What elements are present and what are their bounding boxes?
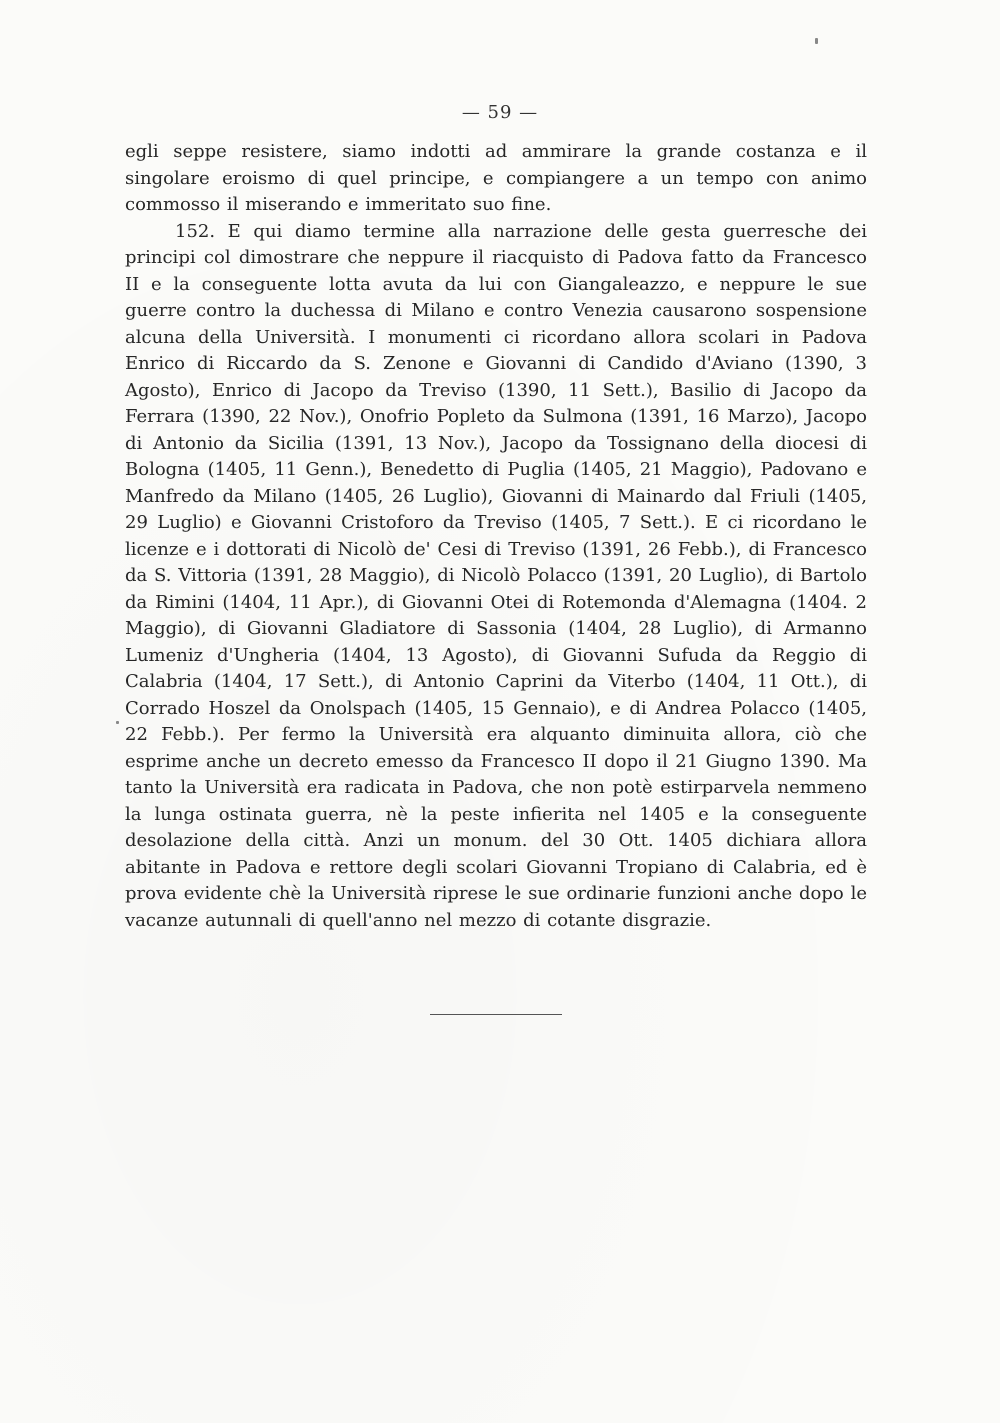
ink-mark xyxy=(116,721,119,724)
section-divider xyxy=(430,1014,562,1015)
paragraph-152: 152. E qui diamo termine alla narrazione delle gesta guerresche dei principi col dimostrare che neppure il riacquisto di Padova fatto da Francesco II e la conseguente lotta avuta da lui con Giangaleazzo, e neppure le sue guerre contro la duchessa di Milano e contro Venezia causarono sospensione alcuna della Università. I monumenti ci ricordano allora scolari in Padova Enrico di Riccardo da S. Zenone e Giovanni di Candido d'Aviano (1390, 3 Agosto), Enrico di Jacopo da Treviso (1390, 11 Sett.), Basilio di Jacopo da Ferrara (1390, 22 Nov.), Onofrio Popleto da Sulmona (1391, 16 Marzo), Jacopo di Antonio da Sicilia (1391, 13 Nov.), Jacopo da Tossignano della diocesi di Bologna (1405, 11 Genn.), Benedetto di Puglia (1405, 21 Maggio), Padovano e Manfredo da Milano (1405, 26 Luglio), Giovanni di Mainardo dal Friuli (1405, 29 Luglio) e Giovanni Cristoforo da Treviso (1405, 7 Sett.). E ci ricordano le licenze e i dottorati di Nicolò de' Cesi di Treviso (1391, 26 Febb.), di Francesco da S. Vittoria (1391, 28 Maggio), di Nicolò Polacco (1391, 20 Luglio), di Bartolo da Rimini (1404, 11 Apr.), di Giovanni Otei di Rotemonda d'Alemagna (1404. 2 Maggio), di Giovanni Gladiatore di Sassonia (1404, 28 Luglio), di Armanno Lumeniz d'Ungheria (1404, 13 Agosto), di Giovanni Sufuda da Reggio di Calabria (1404, 17 Sett.), di Antonio Caprini da Viterbo (1404, 11 Ott.), di Corrado Hoszel da Onolspach (1405, 15 Gennaio), e di Andrea Polacco (1405, 22 Febb.). Per fermo la Università era alquanto diminuita allora, ciò che esprime anche un decreto emesso da Francesco II dopo il 21 Giugno 1390. Ma tanto la Università era radicata in Padova, che non potè estirparvela nemmeno la lunga ostinata guerra, nè la peste infierita nel 1405 e la conseguente desolazione della città. Anzi un monum. del 30 Ott. 1405 dichiara allora abitante in Padova e rettore degli scolari Giovanni Tropiano di Calabria, ed è prova evidente chè la Università riprese le sue ordinarie funzioni anche dopo le vacanze autunnali di quell'anno nel mezzo di cotante disgrazie. xyxy=(125,220,867,931)
body-text xyxy=(125,139,867,934)
paragraph-continuation: egli seppe resistere, siamo indotti ad ammirare la grande costanza e il singolare eroismo di quel principe, e compiangere a un tempo con animo commosso il miserando e immeritato suo fine. xyxy=(125,141,867,215)
ink-mark xyxy=(815,38,818,44)
page-number: — 59 — xyxy=(461,102,539,123)
